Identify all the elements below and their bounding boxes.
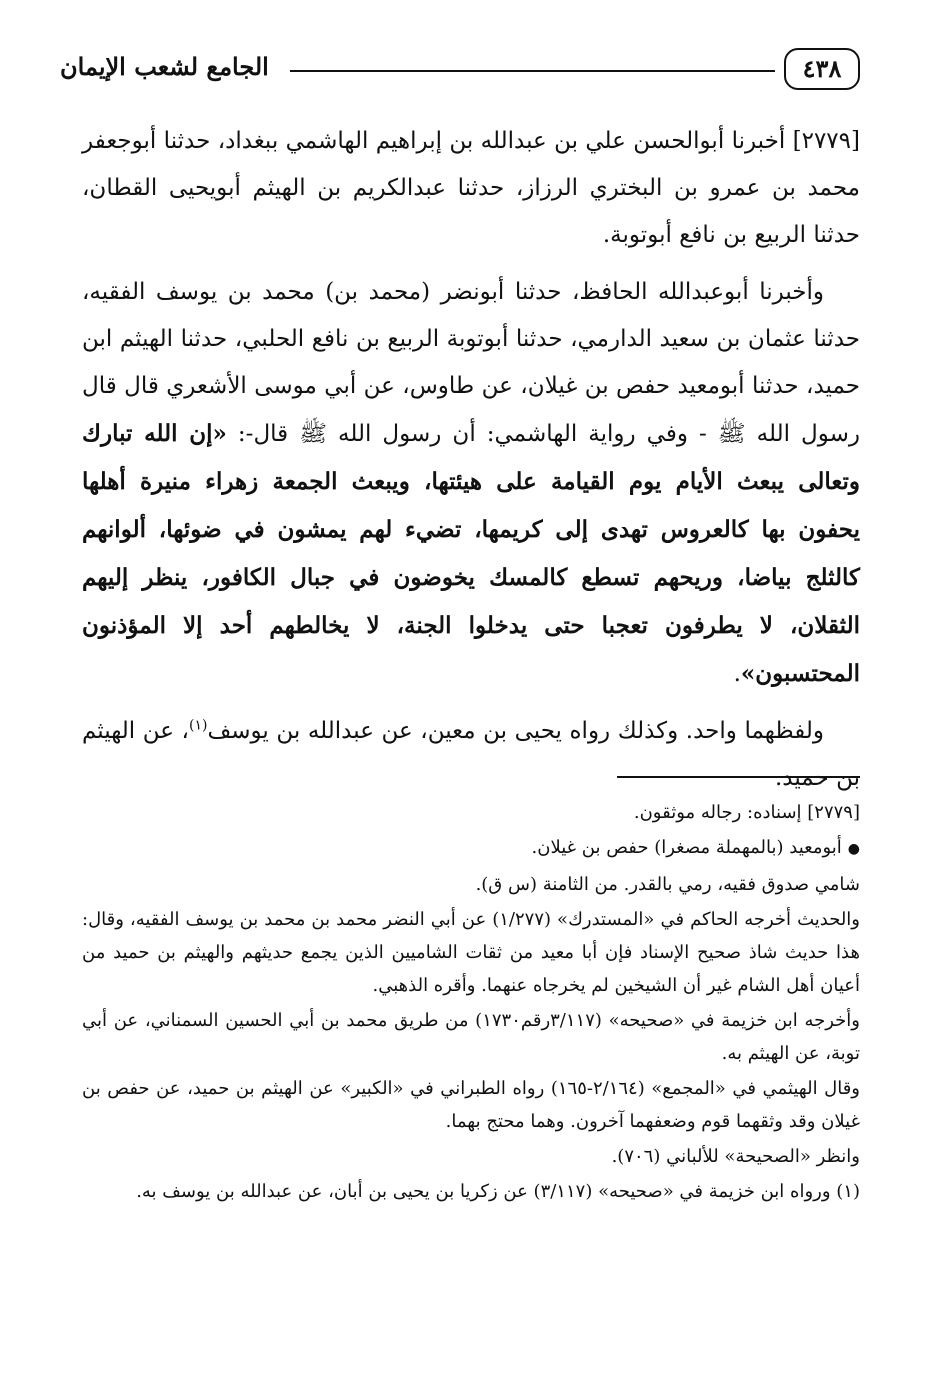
- hadith-paragraph-3: [82, 708, 860, 802]
- hadith-paragraph-2: [82, 269, 860, 698]
- footnote-hakim: والحديث أخرجه الحاكم في «المستدرك» (١/٢٧٧) عن أبي النضر محمد بن محمد بن يوسف الفقيه، وقال: هذا حديث شاذ صحيح الإسناد فإن أبا معيد من ثقات الشاميين الذين يجمع حديثهم والهيثم بن حميد من أعيان أهل الشام غير أن الشيخين لم يخرجاه عنهما. وأقره الذهبي.: [82, 909, 860, 996]
- header-rule: [290, 70, 775, 72]
- footnote-narrator-status: شامي صدوق فقيه، رمي بالقدر. من الثامنة (س ق).: [475, 874, 860, 895]
- footnote-ibn-khuzaymah: وأخرجه ابن خزيمة في «صحيحه» (٣/١١٧رقم١٧٣٠) من طريق محمد بن أبي الحسين السمناني، عن أبي توبة، عن الهيثم به.: [82, 1010, 860, 1064]
- narrator-name: أبومعيد (بالمهملة مصغرا) حفص بن غيلان.: [531, 837, 842, 858]
- footnote-narrator: [82, 831, 860, 866]
- paragraph-3-start: ولفظهما واحد. وكذلك رواه يحيى بن معين، عن عبدالله بن يوسف: [207, 718, 824, 744]
- isnad-text: وأخبرنا أبوعبدالله الحافظ، حدثنا أبونضر (محمد بن) محمد بن يوسف الفقيه، حدثنا عثمان بن سعيد الدارمي، حدثنا أبوتوبة الربيع بن نافع الحلبي، حدثنا الهيثم ابن حميد، حدثنا أبومعيد حفص بن غيلان، عن طاوس، عن أبي موسى الأشعري قال قال رسول الله ﷺ - وفي رواية الهاشمي: أن رسول الله ﷺ قال-:: [82, 279, 860, 447]
- footnote-albani: وانظر «الصحيحة» للألباني (٧٠٦).: [611, 1146, 860, 1167]
- footnotes: [82, 796, 860, 1210]
- bullet-icon: ●: [847, 841, 860, 857]
- page-header: [60, 40, 860, 100]
- hadith-paragraph-1: [٢٧٧٩] أخبرنا أبوالحسن علي بن عبدالله بن إبراهيم الهاشمي ببغداد، حدثنا أبوجعفر محمد بن عمرو بن البختري الرزاز، حدثنا عبدالكريم بن الهيثم أبويحيى القطان، حدثنا الربيع بن نافع أبوتوبة.: [82, 128, 860, 248]
- footnote-ref: (١): [188, 717, 208, 734]
- footnote-isnad-grade: [٢٧٧٩] إسناده: رجاله موثقون.: [633, 802, 860, 823]
- paragraph-3-end: ، عن الهيثم بن حميد.: [82, 718, 860, 791]
- hadith-matn: «إن الله تبارك وتعالى يبعث الأيام يوم القيامة على هيئتها، ويبعث الجمعة زهراء منيرة أهلها يحفون بها كالعروس تهدى إلى كريمها، تضيء لهم يمشون في ضوئها، ألوانهم كالثلج بياضا، وريحهم تسطع كالمسك يخوضون في جبال الكافور، ينظر إليهم الثقلان، لا يطرفون تعجبا حتى يدخلوا الجنة، لا يخالطهم أحد إلا المؤذنون المحتسبون»: [82, 420, 860, 687]
- footnote-haythami: وقال الهيثمي في «المجمع» (٢/١٦٤-١٦٥) رواه الطبراني في «الكبير» عن الهيثم بن حميد، عن حفص بن غيلان وقد وثقهما قوم وضعفهما آخرون. وهما محتج بهما.: [82, 1078, 861, 1132]
- running-title: الجامع لشعب الإيمان: [60, 52, 269, 81]
- footnote-divider: [617, 776, 860, 778]
- main-text: [82, 118, 860, 812]
- page-number: ٤٣٨: [784, 48, 860, 90]
- footnote-1: (١) ورواه ابن خزيمة في «صحيحه» (٣/١١٧) عن زكريا بن يحيى بن أبان، عن عبدالله بن يوسف به.: [136, 1181, 860, 1202]
- period: .: [733, 661, 741, 687]
